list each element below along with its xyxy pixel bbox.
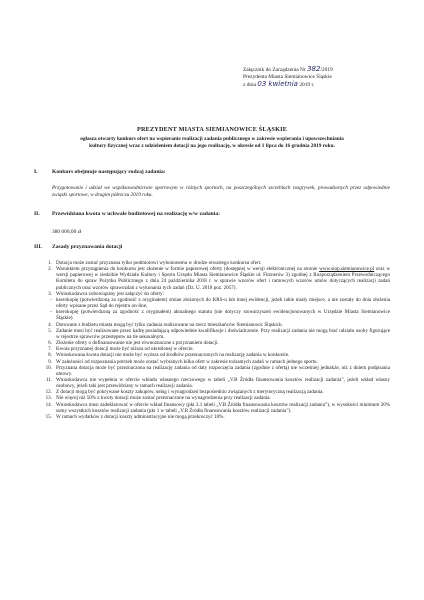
rule-item	[40, 365, 390, 377]
rule-item	[40, 266, 390, 291]
annex-line-2-text: Prezydenta Miasta Siemianowice Śląskie	[243, 74, 332, 80]
rule-number: 3.	[48, 290, 52, 297]
document-title: PREZYDENT MIASTA SIEMIANOWICE ŚLĄSKIE	[136, 126, 288, 133]
rule-number: 6.	[48, 340, 52, 347]
rule-item	[40, 309, 390, 321]
rule-number: 11.	[45, 376, 52, 383]
rule-text: Wnioskodawca musi zadeklarować w ofercie wkład finansowy (pkt 3.1 tabeli „V.B Źródła finansowania kosztów realizacji zadania”), w wysokości minimum 20% sumy wszystkich kosztów realizacji zadania (pkt 1 w tabeli „V.B Źródła finansowania kosztów realizacji zadania”).	[56, 401, 390, 414]
rule-text: W ramach wydatków z dotacji koszty administracyjne nie mogą przekroczyć 10%.	[56, 413, 225, 420]
annex-line-2	[243, 74, 393, 81]
section-3-heading	[34, 244, 122, 250]
section-3-number: III.	[34, 244, 42, 250]
rule-text: Z dotacji mogą być pokrywane koszty zakupów, usług i wynagrodzeń bezpośrednio związanych z merytoryczną realizacją zadania.	[56, 389, 324, 396]
section-1-heading	[34, 169, 166, 175]
rule-text: Wnioskowana kwota dotacji nie może być wyższa od środków przeznaczonych na realizację zadania w konkursie.	[56, 352, 290, 359]
annex-line-1-text: Załącznik do Zarządzenia Nr	[243, 67, 306, 73]
rule-number: 2.	[48, 266, 52, 273]
rule-text: kserokopię (potwierdzoną za zgodność z oryginałem) zmian złożonych do KRS-u lub innej ewidencji, jeżeli takie miały miejsce, a nie zostały do dnia złożenia oferty wpisane przez Sąd do rejestru on-line,	[56, 296, 390, 310]
annex-header	[243, 66, 393, 89]
section-3-label: Zasady przyznawania dotacji	[52, 244, 123, 250]
rule-text: Warunkiem przystąpienia do konkursu jest złożenie w formie papierowej oferty (dostępnej w wersji elektronicznej na stronie www.siop.siemianowice.pl oraz w wersji papierowej w siedzibie Wydziału Kultury i Sportu Urzędu Miasta Siemianowice Śląskie ul. Fitznerów 3) zgodnej z Rozporządzeniem Przewodniczącego Komitetu do spraw Pożytku Publicznego z dnia 24 października 2018 r. w sprawie wzorów ofert i ramowych wzorów umów dotyczących realizacji zadań publicznych oraz wzorów sprawozdań z wykonania tych zadań (Dz. U. 2018 poz. 2057).	[56, 266, 391, 291]
document-subtitle: ogłasza otwarty konkurs ofert na wspieranie realizacji zadania publicznego w zakresie wspierania i upowszechniania kultury fizycznej wraz z udzieleniem dotacji na jego realizację, w okresie od 1 lipca do 16 grudnia 2019 roku.	[80, 136, 344, 149]
rule-text: Wnioskodawca zobowiązany jest załączyć do oferty:	[56, 290, 164, 297]
annex-number-handwritten: 382	[307, 65, 321, 73]
rule-number: 7.	[48, 346, 52, 353]
section-2-heading	[34, 211, 220, 217]
annex-date-year: 2019 r.	[299, 82, 315, 88]
annex-date-handwritten: 03 kwietnia	[257, 80, 298, 88]
rule-number: 14.	[45, 401, 52, 408]
rule-text: Zadanie musi być realizowane przez kadrę posiadającą odpowiednie kwalifikacje i doświadczenie. Przy realizacji zadania nie mogą brać udziału osoby figurujące w rejestrze sprawców przestępstw na tle seksualnym.	[56, 327, 390, 340]
rule-item	[40, 328, 390, 340]
rule-number: 5.	[48, 327, 52, 334]
rule-text: Przyznana dotacja może być przeznaczona na realizację zadania od daty rozpoczęcia zadania (zgodnie z ofertą) nie wcześniej jednakże, niż z dniem podpisania umowy.	[56, 364, 390, 377]
rule-number: 9.	[48, 358, 52, 365]
rule-number: 13.	[45, 395, 52, 402]
rule-text: Kwota przyznanej dotacji może być niższa od określonej w ofercie.	[56, 346, 194, 353]
rule-text: Wnioskodawca nie wypełnia w ofercie wkładu własnego rzeczowego w tabeli „V.B Źródła finansowania kosztów realizacji zadania”, jeżeli wkład własny osobowy, jeżeli taki jest przewidziany w ramach realizacji zadania.	[56, 376, 390, 390]
annex-line-3	[243, 81, 393, 89]
rule-number: -	[50, 309, 52, 316]
website-link[interactable]: www.siop.siemianowice.pl	[319, 266, 375, 273]
section-2-label: Przewidziana kwota w uchwale budżetowej na realizację w/w zadania:	[52, 211, 220, 217]
rule-number: 1.	[48, 260, 52, 266]
rule-text: kserokopię (potwierdzoną za zgodność z oryginałem) aktualnego statutu (nie dotyczy stowarzyszeń ewidencjonowanych w Urzędzie Miasta Siemianowice Śląskie).	[56, 309, 390, 322]
rule-item	[40, 377, 390, 389]
rule-number: -	[50, 296, 52, 303]
task-description: Przygotowanie i udział we współzawodnictwie sportowym w różnych sportach, na poszczególnych szczeblach rozgrywek, prowadzonych przez odpowiednie związki sportowe, w drugim półroczu 2019 roku.	[52, 185, 390, 198]
rule-text: Złożenie oferty o dofinansowanie nie jest równoznaczne z przyznaniem dotacji.	[56, 340, 219, 347]
rules-list	[40, 260, 390, 420]
section-2-number: II.	[34, 211, 40, 217]
rule-number: 15.	[45, 413, 52, 420]
rule-number: 12.	[45, 389, 52, 396]
annex-date-prefix: z dnia	[243, 82, 257, 88]
rule-item	[40, 402, 390, 414]
rule-number: 4.	[48, 321, 52, 328]
rule-text: Dotacja może zostać przyznana tylko podmiotowi wyłonionemu w drodze otwartego konkursu ofert.	[56, 260, 262, 266]
rule-number: 8.	[48, 352, 52, 359]
rule-number: 10.	[45, 364, 52, 371]
annex-line-1	[243, 66, 393, 74]
budget-amount: 380 000,00 zł	[52, 229, 82, 235]
rule-item	[40, 414, 390, 420]
annex-year: /2019	[320, 67, 333, 73]
section-1-label: Konkurs obejmuje następujący rodzaj zadania:	[52, 169, 166, 175]
section-1-number: I.	[34, 169, 38, 175]
rule-item	[40, 297, 390, 309]
rule-text: W zależności od rozpoznania potrzeb może zostać wybranych kilka ofert w zakresie tożsamych zadań w ramach jednego sportu.	[56, 358, 318, 365]
rule-text: Nie więcej niż 50% z kwoty dotacji może zostać przeznaczone na wynagrodzenia przy realizacji zadania.	[56, 395, 271, 402]
rule-text: Dotowane z budżetu miasta mogą być tylko zadania realizowane na rzecz mieszkańców Siemianowic Śląskich.	[56, 321, 283, 328]
